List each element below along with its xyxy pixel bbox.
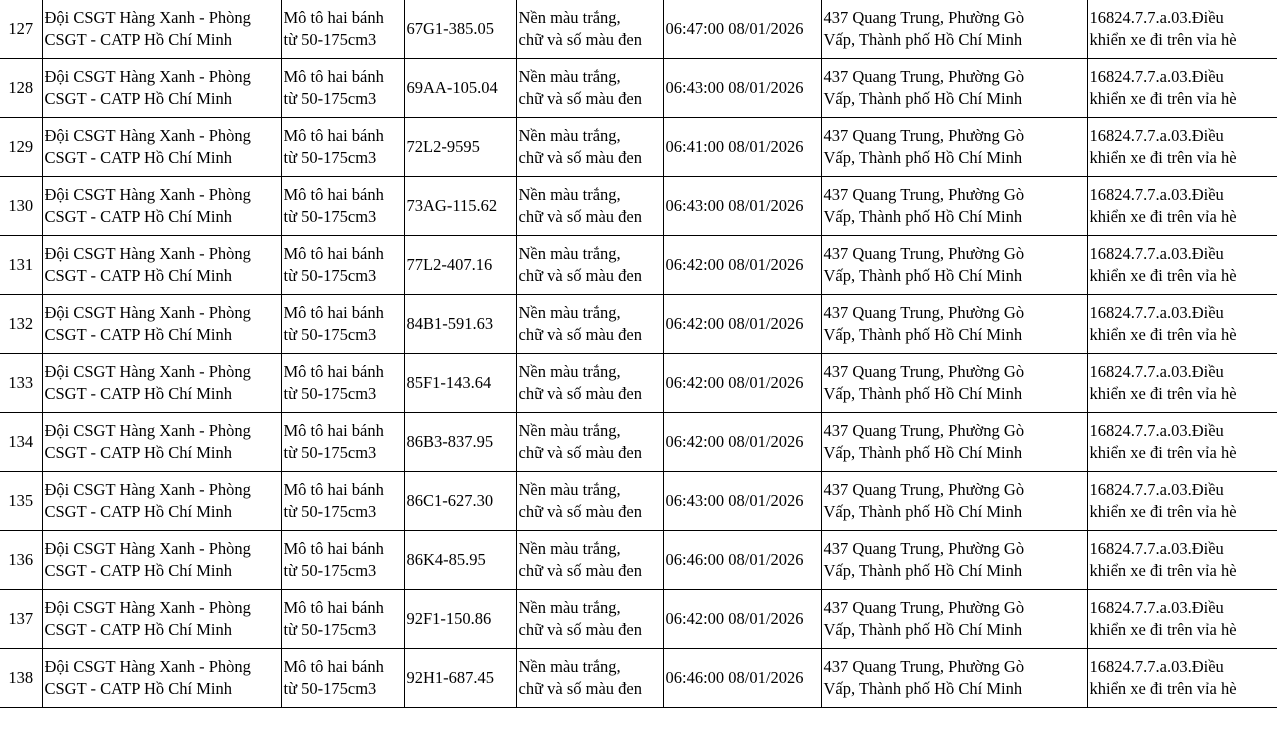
stt-cell: 136 [0, 531, 42, 590]
violation-time-cell: 06:43:00 08/01/2026 [663, 59, 821, 118]
unit-cell-line: CSGT - CATP Hồ Chí Minh [44, 443, 232, 462]
unit-cell [42, 177, 281, 236]
plate-color-cell-line: Nền màu trắng, [518, 67, 621, 86]
violation-cell-line: khiển xe đi trên vỉa hè [1089, 443, 1237, 462]
location-cell-line: 437 Quang Trung, Phường Gò [823, 244, 1025, 263]
vehicle-type-cell-line: từ 50-175cm3 [283, 266, 377, 285]
unit-cell-line: CSGT - CATP Hồ Chí Minh [44, 620, 232, 639]
unit-cell-line: CSGT - CATP Hồ Chí Minh [44, 561, 232, 580]
unit-cell [42, 59, 281, 118]
plate-number-cell: 86K4-85.95 [404, 531, 516, 590]
vehicle-type-cell [281, 59, 404, 118]
violation-cell [1087, 177, 1277, 236]
vehicle-type-cell-line: từ 50-175cm3 [283, 620, 377, 639]
plate-number-cell: 77L2-407.16 [404, 236, 516, 295]
violation-cell-line: 16824.7.7.a.03.Điều [1089, 539, 1224, 558]
location-cell-line: 437 Quang Trung, Phường Gò [823, 8, 1025, 27]
violation-cell [1087, 295, 1277, 354]
unit-cell-line: Đội CSGT Hàng Xanh - Phòng [44, 421, 251, 440]
vehicle-type-cell-line: Mô tô hai bánh [283, 480, 384, 499]
plate-color-cell-line: chữ và số màu đen [518, 325, 642, 344]
location-cell-line: 437 Quang Trung, Phường Gò [823, 480, 1025, 499]
location-cell-line: Vấp, Thành phố Hồ Chí Minh [823, 561, 1023, 580]
location-cell [821, 236, 1087, 295]
table-row [0, 118, 1277, 177]
plate-color-cell-line: chữ và số màu đen [518, 443, 642, 462]
vehicle-type-cell-line: Mô tô hai bánh [283, 67, 384, 86]
plate-color-cell-line: chữ và số màu đen [518, 384, 642, 403]
violation-time-cell: 06:46:00 08/01/2026 [663, 649, 821, 708]
plate-color-cell-line: chữ và số màu đen [518, 266, 642, 285]
violation-time-cell: 06:43:00 08/01/2026 [663, 472, 821, 531]
location-cell-line: 437 Quang Trung, Phường Gò [823, 67, 1025, 86]
violation-cell [1087, 354, 1277, 413]
plate-color-cell-line: chữ và số màu đen [518, 561, 642, 580]
vehicle-type-cell [281, 531, 404, 590]
violation-cell-line: khiển xe đi trên vỉa hè [1089, 89, 1237, 108]
location-cell-line: Vấp, Thành phố Hồ Chí Minh [823, 620, 1023, 639]
stt-cell: 133 [0, 354, 42, 413]
plate-color-cell-line: chữ và số màu đen [518, 148, 642, 167]
location-cell [821, 413, 1087, 472]
stt-cell: 138 [0, 649, 42, 708]
stt-cell: 132 [0, 295, 42, 354]
vehicle-type-cell-line: từ 50-175cm3 [283, 148, 377, 167]
location-cell [821, 295, 1087, 354]
location-cell-line: Vấp, Thành phố Hồ Chí Minh [823, 325, 1023, 344]
vehicle-type-cell [281, 118, 404, 177]
table-row [0, 413, 1277, 472]
plate-number-cell: 69AA-105.04 [404, 59, 516, 118]
violation-cell-line: 16824.7.7.a.03.Điều [1089, 362, 1224, 381]
table-row [0, 531, 1277, 590]
violation-time-cell: 06:42:00 08/01/2026 [663, 413, 821, 472]
location-cell [821, 354, 1087, 413]
unit-cell-line: Đội CSGT Hàng Xanh - Phòng [44, 480, 251, 499]
plate-number-cell: 92H1-687.45 [404, 649, 516, 708]
location-cell-line: 437 Quang Trung, Phường Gò [823, 421, 1025, 440]
table-row [0, 590, 1277, 649]
plate-color-cell-line: Nền màu trắng, [518, 244, 621, 263]
stt-cell: 128 [0, 59, 42, 118]
plate-color-cell-line: Nền màu trắng, [518, 8, 621, 27]
plate-color-cell-line: Nền màu trắng, [518, 303, 621, 322]
plate-color-cell [516, 118, 663, 177]
vehicle-type-cell [281, 0, 404, 59]
vehicle-type-cell-line: Mô tô hai bánh [283, 185, 384, 204]
unit-cell [42, 354, 281, 413]
plate-number-cell: 85F1-143.64 [404, 354, 516, 413]
vehicle-type-cell-line: Mô tô hai bánh [283, 244, 384, 263]
violation-time-cell: 06:43:00 08/01/2026 [663, 177, 821, 236]
vehicle-type-cell-line: Mô tô hai bánh [283, 8, 384, 27]
plate-number-cell: 73AG-115.62 [404, 177, 516, 236]
location-cell-line: Vấp, Thành phố Hồ Chí Minh [823, 502, 1023, 521]
violation-cell-line: khiển xe đi trên vỉa hè [1089, 679, 1237, 698]
stt-cell: 137 [0, 590, 42, 649]
vehicle-type-cell-line: Mô tô hai bánh [283, 126, 384, 145]
plate-color-cell-line: chữ và số màu đen [518, 502, 642, 521]
violation-time-cell: 06:47:00 08/01/2026 [663, 0, 821, 59]
plate-number-cell: 86C1-627.30 [404, 472, 516, 531]
violation-cell-line: khiển xe đi trên vỉa hè [1089, 325, 1237, 344]
violation-cell-line: 16824.7.7.a.03.Điều [1089, 657, 1224, 676]
table-row [0, 177, 1277, 236]
plate-color-cell-line: chữ và số màu đen [518, 620, 642, 639]
location-cell-line: 437 Quang Trung, Phường Gò [823, 539, 1025, 558]
location-cell [821, 177, 1087, 236]
vehicle-type-cell [281, 177, 404, 236]
table-row [0, 236, 1277, 295]
stt-cell: 127 [0, 0, 42, 59]
plate-color-cell-line: Nền màu trắng, [518, 126, 621, 145]
unit-cell [42, 472, 281, 531]
violation-cell-line: 16824.7.7.a.03.Điều [1089, 480, 1224, 499]
violation-cell-line: khiển xe đi trên vỉa hè [1089, 561, 1237, 580]
plate-color-cell [516, 177, 663, 236]
vehicle-type-cell-line: Mô tô hai bánh [283, 598, 384, 617]
location-cell-line: Vấp, Thành phố Hồ Chí Minh [823, 443, 1023, 462]
violation-time-cell: 06:42:00 08/01/2026 [663, 295, 821, 354]
table-row [0, 472, 1277, 531]
unit-cell-line: CSGT - CATP Hồ Chí Minh [44, 325, 232, 344]
vehicle-type-cell-line: Mô tô hai bánh [283, 362, 384, 381]
plate-color-cell-line: chữ và số màu đen [518, 30, 642, 49]
violation-time-cell: 06:42:00 08/01/2026 [663, 590, 821, 649]
violation-time-cell: 06:41:00 08/01/2026 [663, 118, 821, 177]
plate-color-cell-line: Nền màu trắng, [518, 362, 621, 381]
unit-cell-line: Đội CSGT Hàng Xanh - Phòng [44, 185, 251, 204]
unit-cell [42, 118, 281, 177]
plate-color-cell-line: chữ và số màu đen [518, 89, 642, 108]
location-cell-line: 437 Quang Trung, Phường Gò [823, 657, 1025, 676]
location-cell [821, 590, 1087, 649]
violation-cell-line: 16824.7.7.a.03.Điều [1089, 421, 1224, 440]
violation-cell-line: 16824.7.7.a.03.Điều [1089, 126, 1224, 145]
unit-cell-line: Đội CSGT Hàng Xanh - Phòng [44, 8, 251, 27]
violation-cell [1087, 413, 1277, 472]
violation-cell-line: 16824.7.7.a.03.Điều [1089, 185, 1224, 204]
plate-color-cell [516, 0, 663, 59]
violation-cell-line: 16824.7.7.a.03.Điều [1089, 303, 1224, 322]
location-cell [821, 472, 1087, 531]
location-cell-line: 437 Quang Trung, Phường Gò [823, 185, 1025, 204]
plate-color-cell-line: Nền màu trắng, [518, 539, 621, 558]
violation-cell [1087, 531, 1277, 590]
stt-cell: 130 [0, 177, 42, 236]
vehicle-type-cell [281, 413, 404, 472]
plate-color-cell [516, 649, 663, 708]
plate-color-cell [516, 295, 663, 354]
violation-cell-line: khiển xe đi trên vỉa hè [1089, 30, 1237, 49]
vehicle-type-cell-line: từ 50-175cm3 [283, 561, 377, 580]
unit-cell [42, 413, 281, 472]
plate-number-cell: 84B1-591.63 [404, 295, 516, 354]
plate-color-cell-line: Nền màu trắng, [518, 480, 621, 499]
unit-cell-line: CSGT - CATP Hồ Chí Minh [44, 89, 232, 108]
vehicle-type-cell-line: từ 50-175cm3 [283, 30, 377, 49]
location-cell-line: Vấp, Thành phố Hồ Chí Minh [823, 89, 1023, 108]
plate-color-cell-line: Nền màu trắng, [518, 421, 621, 440]
vehicle-type-cell-line: Mô tô hai bánh [283, 421, 384, 440]
vehicle-type-cell-line: Mô tô hai bánh [283, 539, 384, 558]
violation-cell [1087, 59, 1277, 118]
vehicle-type-cell-line: từ 50-175cm3 [283, 679, 377, 698]
unit-cell-line: Đội CSGT Hàng Xanh - Phòng [44, 362, 251, 381]
vehicle-type-cell [281, 472, 404, 531]
stt-cell: 135 [0, 472, 42, 531]
table-row [0, 0, 1277, 59]
stt-cell: 134 [0, 413, 42, 472]
vehicle-type-cell-line: từ 50-175cm3 [283, 443, 377, 462]
location-cell-line: 437 Quang Trung, Phường Gò [823, 362, 1025, 381]
unit-cell-line: CSGT - CATP Hồ Chí Minh [44, 266, 232, 285]
violation-cell-line: khiển xe đi trên vỉa hè [1089, 502, 1237, 521]
plate-color-cell [516, 590, 663, 649]
unit-cell [42, 531, 281, 590]
violation-cell-line: 16824.7.7.a.03.Điều [1089, 598, 1224, 617]
location-cell [821, 118, 1087, 177]
plate-color-cell [516, 354, 663, 413]
table-row [0, 59, 1277, 118]
vehicle-type-cell-line: từ 50-175cm3 [283, 207, 377, 226]
vehicle-type-cell-line: từ 50-175cm3 [283, 325, 377, 344]
location-cell-line: Vấp, Thành phố Hồ Chí Minh [823, 384, 1023, 403]
plate-number-cell: 86B3-837.95 [404, 413, 516, 472]
unit-cell-line: Đội CSGT Hàng Xanh - Phòng [44, 539, 251, 558]
unit-cell-line: Đội CSGT Hàng Xanh - Phòng [44, 126, 251, 145]
violation-time-cell: 06:42:00 08/01/2026 [663, 236, 821, 295]
vehicle-type-cell-line: từ 50-175cm3 [283, 89, 377, 108]
violation-time-cell: 06:46:00 08/01/2026 [663, 531, 821, 590]
location-cell-line: 437 Quang Trung, Phường Gò [823, 303, 1025, 322]
plate-color-cell-line: chữ và số màu đen [518, 679, 642, 698]
location-cell-line: Vấp, Thành phố Hồ Chí Minh [823, 30, 1023, 49]
location-cell [821, 649, 1087, 708]
plate-color-cell [516, 472, 663, 531]
plate-number-cell: 72L2-9595 [404, 118, 516, 177]
plate-color-cell-line: chữ và số màu đen [518, 207, 642, 226]
location-cell [821, 531, 1087, 590]
vehicle-type-cell [281, 354, 404, 413]
plate-color-cell [516, 413, 663, 472]
unit-cell [42, 590, 281, 649]
violation-cell-line: khiển xe đi trên vỉa hè [1089, 207, 1237, 226]
unit-cell [42, 649, 281, 708]
location-cell [821, 0, 1087, 59]
vehicle-type-cell-line: từ 50-175cm3 [283, 502, 377, 521]
violation-cell [1087, 590, 1277, 649]
stt-cell: 129 [0, 118, 42, 177]
violation-cell [1087, 649, 1277, 708]
unit-cell-line: Đội CSGT Hàng Xanh - Phòng [44, 244, 251, 263]
location-cell [821, 59, 1087, 118]
violation-cell-line: khiển xe đi trên vỉa hè [1089, 384, 1237, 403]
unit-cell-line: Đội CSGT Hàng Xanh - Phòng [44, 598, 251, 617]
violation-cell [1087, 236, 1277, 295]
location-cell-line: 437 Quang Trung, Phường Gò [823, 126, 1025, 145]
violation-cell-line: 16824.7.7.a.03.Điều [1089, 8, 1224, 27]
location-cell-line: Vấp, Thành phố Hồ Chí Minh [823, 148, 1023, 167]
table-row [0, 295, 1277, 354]
unit-cell-line: CSGT - CATP Hồ Chí Minh [44, 502, 232, 521]
plate-color-cell-line: Nền màu trắng, [518, 185, 621, 204]
vehicle-type-cell [281, 236, 404, 295]
unit-cell-line: Đội CSGT Hàng Xanh - Phòng [44, 303, 251, 322]
violation-cell [1087, 472, 1277, 531]
violation-cell-line: khiển xe đi trên vỉa hè [1089, 148, 1237, 167]
unit-cell [42, 236, 281, 295]
violation-cell [1087, 0, 1277, 59]
vehicle-type-cell [281, 649, 404, 708]
unit-cell-line: CSGT - CATP Hồ Chí Minh [44, 148, 232, 167]
location-cell-line: Vấp, Thành phố Hồ Chí Minh [823, 266, 1023, 285]
plate-number-cell: 67G1-385.05 [404, 0, 516, 59]
unit-cell-line: CSGT - CATP Hồ Chí Minh [44, 30, 232, 49]
violation-cell-line: khiển xe đi trên vỉa hè [1089, 266, 1237, 285]
plate-color-cell [516, 531, 663, 590]
violation-time-cell: 06:42:00 08/01/2026 [663, 354, 821, 413]
vehicle-type-cell-line: từ 50-175cm3 [283, 384, 377, 403]
location-cell-line: Vấp, Thành phố Hồ Chí Minh [823, 679, 1023, 698]
table-row [0, 649, 1277, 708]
plate-number-cell: 92F1-150.86 [404, 590, 516, 649]
plate-color-cell [516, 236, 663, 295]
vehicle-type-cell [281, 590, 404, 649]
vehicle-type-cell-line: Mô tô hai bánh [283, 303, 384, 322]
violation-cell-line: 16824.7.7.a.03.Điều [1089, 244, 1224, 263]
unit-cell [42, 295, 281, 354]
violation-cell-line: 16824.7.7.a.03.Điều [1089, 67, 1224, 86]
unit-cell-line: CSGT - CATP Hồ Chí Minh [44, 679, 232, 698]
table-row [0, 354, 1277, 413]
plate-color-cell-line: Nền màu trắng, [518, 657, 621, 676]
stt-cell: 131 [0, 236, 42, 295]
unit-cell [42, 0, 281, 59]
vehicle-type-cell [281, 295, 404, 354]
plate-color-cell [516, 59, 663, 118]
vehicle-type-cell-line: Mô tô hai bánh [283, 657, 384, 676]
unit-cell-line: Đội CSGT Hàng Xanh - Phòng [44, 657, 251, 676]
unit-cell-line: Đội CSGT Hàng Xanh - Phòng [44, 67, 251, 86]
plate-color-cell-line: Nền màu trắng, [518, 598, 621, 617]
violation-cell-line: khiển xe đi trên vỉa hè [1089, 620, 1237, 639]
location-cell-line: 437 Quang Trung, Phường Gò [823, 598, 1025, 617]
location-cell-line: Vấp, Thành phố Hồ Chí Minh [823, 207, 1023, 226]
unit-cell-line: CSGT - CATP Hồ Chí Minh [44, 207, 232, 226]
unit-cell-line: CSGT - CATP Hồ Chí Minh [44, 384, 232, 403]
violation-cell [1087, 118, 1277, 177]
